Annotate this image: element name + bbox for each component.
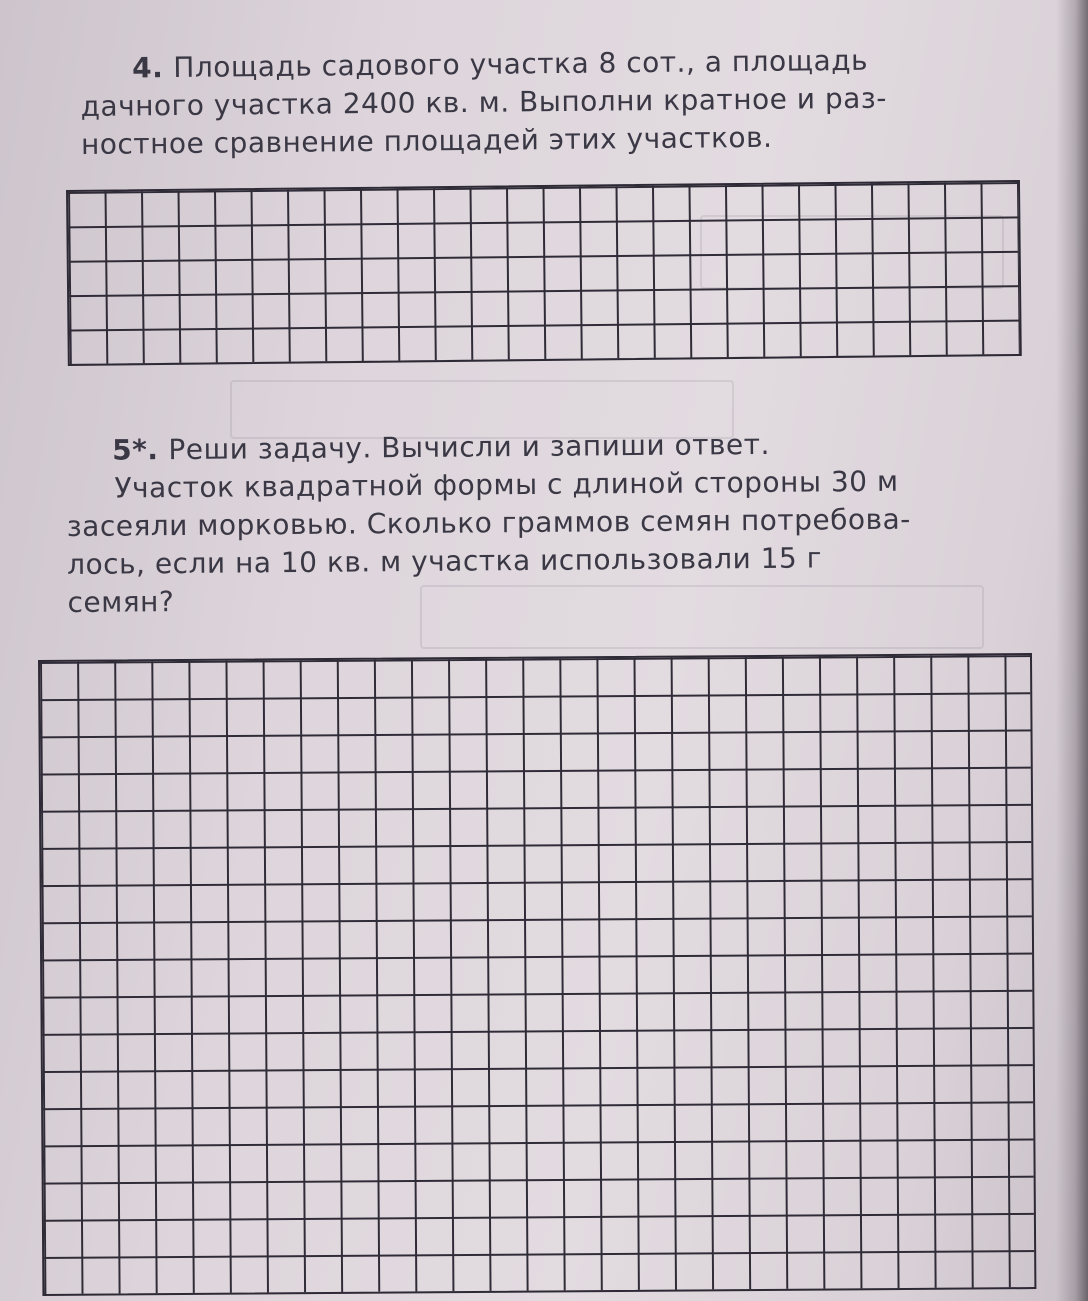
task-4-line-3: ностное сравнение площадей этих участков. bbox=[80, 120, 773, 161]
task-4-number: 4. bbox=[132, 51, 164, 85]
task-4-line-2: дачного участка 2400 кв. м. Выполни кратное и раз- bbox=[80, 81, 888, 123]
task-5-line-3: лось, если на 10 кв. м участка использовали 15 г bbox=[67, 541, 823, 581]
answer-grid-task-4[interactable] bbox=[66, 180, 1022, 366]
task-5-line-2: засеяли морковью. Сколько граммов семян потребова- bbox=[66, 502, 911, 543]
task-5-text bbox=[66, 424, 1028, 622]
task-5-line-4: семян? bbox=[67, 585, 175, 619]
task-4-line-1: 4. Площадь садового участка 8 сот., а площадь bbox=[132, 43, 869, 85]
task-5-number: 5*. bbox=[112, 433, 159, 467]
task-4-text bbox=[80, 40, 1016, 164]
task-5-heading: 5*. Реши задачу. Вычисли и запиши ответ. bbox=[112, 427, 771, 467]
task-5-line-1: Участок квадратной формы с длиной стороны 30 м bbox=[114, 464, 899, 505]
page-edge-shadow bbox=[1056, 0, 1088, 1301]
answer-grid-task-5[interactable] bbox=[38, 653, 1036, 1296]
